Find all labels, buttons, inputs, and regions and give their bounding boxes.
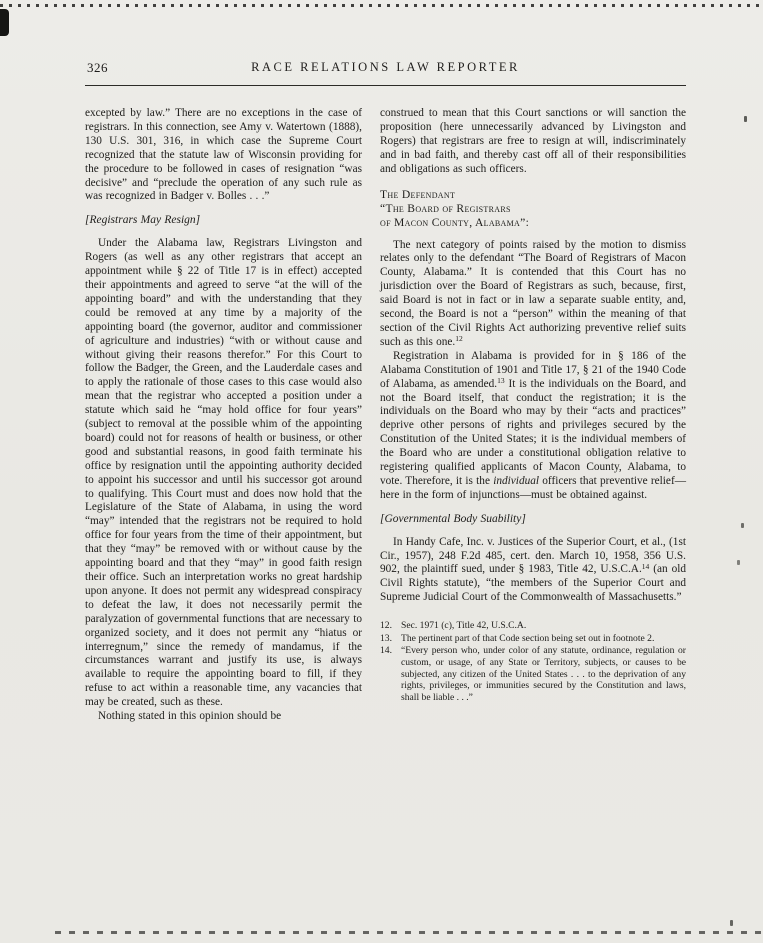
paragraph-text: In Handy Cafe, Inc. v. Justices of the Superior Court, et al., (1st Cir., 1957), 248 F.2d 485, cert. den. March 10, 1958, 356 U.S. 902, the plaintiff sued, under § 1983, Title 42, U.S.C.A. <box>380 535 686 576</box>
page-header <box>85 60 686 78</box>
emphasized-word: individual <box>493 474 540 487</box>
page-number: 326 <box>87 60 108 75</box>
page-content <box>85 60 686 724</box>
paragraph-text: (an old Civil Rights statute), “the members of the Superior Court and Supreme Judicial Court of the Commonwealth of Massachusetts.” <box>380 563 687 604</box>
header-rule <box>85 85 686 86</box>
left-column <box>85 107 362 724</box>
section-heading-registrars-may-resign: [Registrars May Resign] <box>85 214 201 227</box>
footnote-text: “Every person who, under color of any statute, ordinance, regulation or custom, or usage, of any State or Territory, subjects, or causes to be subjected, any citizen of the United States . . . to the deprivation of any rights, privileges, or immunities secured by the Constitution and laws, shall be liable . . .” <box>401 645 686 703</box>
footnotes-block <box>380 620 686 703</box>
right-column <box>380 107 686 724</box>
footnote-ref-13: 13 <box>497 376 505 386</box>
heading-line: The Defendant <box>380 187 456 201</box>
footnote-ref-12: 12 <box>455 334 463 344</box>
footnote-number: 12. <box>380 620 392 632</box>
scan-speck <box>730 920 733 926</box>
footnote <box>380 620 686 632</box>
scan-artifact-bottom-dots <box>55 931 763 934</box>
heading-line: “The Board of Registrars <box>380 201 511 215</box>
scan-speck <box>744 116 747 122</box>
scan-artifact-corner-mark <box>0 9 9 36</box>
footnote-text: The pertinent part of that Code section being set out in footnote 2. <box>401 632 655 644</box>
scan-artifact-top-dots <box>0 4 763 7</box>
heading-line: of Macon County, Alabama”: <box>380 215 530 229</box>
footnote <box>380 645 686 703</box>
scan-speck <box>737 560 740 565</box>
section-heading-governmental-body-suability: [Governmental Body Suability] <box>380 512 526 525</box>
paragraph <box>380 536 686 606</box>
footnote-number: 13. <box>380 632 392 644</box>
footnote-ref-14: 14 <box>641 561 650 571</box>
footnote <box>380 633 686 645</box>
paragraph-text: It is the individuals on the Board, and not the Board itself, that conduct the registration; it is the individuals on the Board who may by their “acts and practices” deprive other persons of rights and privileges secured by the Constitution of the United States; it is the individual members of the Board who are under a constitutional obligation relative to registering qualified applicants of Macon County, Alabama, to vote. Therefore, it is the <box>380 377 686 487</box>
paragraph: excepted by law.” There are no exceptions in the case of registrars. In this connection, see Amy v. Watertown (1888), 130 U.S. 301, 316, in which case the Supreme Court recognized that the statute law of Wisconsin providing for the procedure to be followed in cases of resignation “was decisive” and “preclude the operation of any such rule as was recognized in Badger v. Bolles . . .” <box>85 107 362 203</box>
defendant-heading <box>380 188 686 230</box>
paragraph: construed to mean that this Court sanctions or will sanction the proposition (here unnecessarily advanced by Livingston and Rogers) that registrars are free to resign at will, indiscriminately and in bad faith, and thereby cast off all of their responsibilities and obligations as such officers. <box>380 107 686 175</box>
paragraph: Nothing stated in this opinion should be <box>98 710 282 723</box>
paragraph-text: officers that preventive relief—here in the form of injunctions—must be obtained against. <box>380 474 687 501</box>
footnote-number: 14. <box>380 645 392 657</box>
journal-title: RACE RELATIONS LAW REPORTER <box>251 60 520 74</box>
paragraph-text: The next category of points raised by the motion to dismiss relates only to the defendant “The Board of Registrars of Macon County, Alabama.” It is contended that this Court has no jurisdiction over the Board of Registrars as such, because, first, said Board is not in fact or in law a separate suable entity, and, second, the Board is not a “person” within the meaning of that section of the Civil Rights Act authorizing preventive relief suits such as this one. <box>380 238 686 348</box>
two-column-body <box>85 107 686 724</box>
paragraph: Under the Alabama law, Registrars Livingston and Rogers (as well as any other registrars that accept an appointment while § 22 of Title 17 is in effect) accepted their appointments and agreed to serve “at the will of the appointing board” and with the understanding that they could be removed at any time by a majority of the appointing board (the governor, auditor and commissioner of agriculture and industries) “with or without cause and without giving their reasons therefor.” For this Court to follow the Badger, the Green, and the Lauderdale cases and to apply the rationale of those cases to this case would also mean that the registrar who accepted a position under a statute which said he “may hold office for four years” (subject to removal at the possible whim of the appointing board) could not for reasons of health or business, or other good and substantial reasons, in good faith terminate his office by resignation until the appointing authority decided to appoint his successor and until his successor got around to qualifying. This Court must and does now hold that the Legislature of the State of Alabama, in using the word “may” intended that the registrars not be required to hold office for four years from the time of their appointment, but that they “may” be removed with or without cause by the appointing board and that they “may” in good faith resign their office. Such an interpretation works no great hardship upon anyone. It does not permit any widespread conspiracy to defeat the law, it does not necessarily permit the paralyzation of governmental functions that are necessary to organized society, and it does not permit any “hiatus or interregnum,” since the remedy of mandamus, if the circumstances warrant and justify its use, is always available to require the appointing board to fill, if they refuse to act within a reasonable time, any vacancies that may be created, such as these. <box>85 237 362 709</box>
paragraph <box>380 239 686 350</box>
scan-speck <box>741 523 744 528</box>
paragraph <box>380 350 686 503</box>
footnote-text: Sec. 1971 (c), Title 42, U.S.C.A. <box>401 620 527 632</box>
paragraph-text: Registration in Alabama is provided for in § 186 of the Alabama Constitution of 1901 and Title 17, § 21 of the 1940 Code of Alabama, as amended. <box>380 349 686 390</box>
